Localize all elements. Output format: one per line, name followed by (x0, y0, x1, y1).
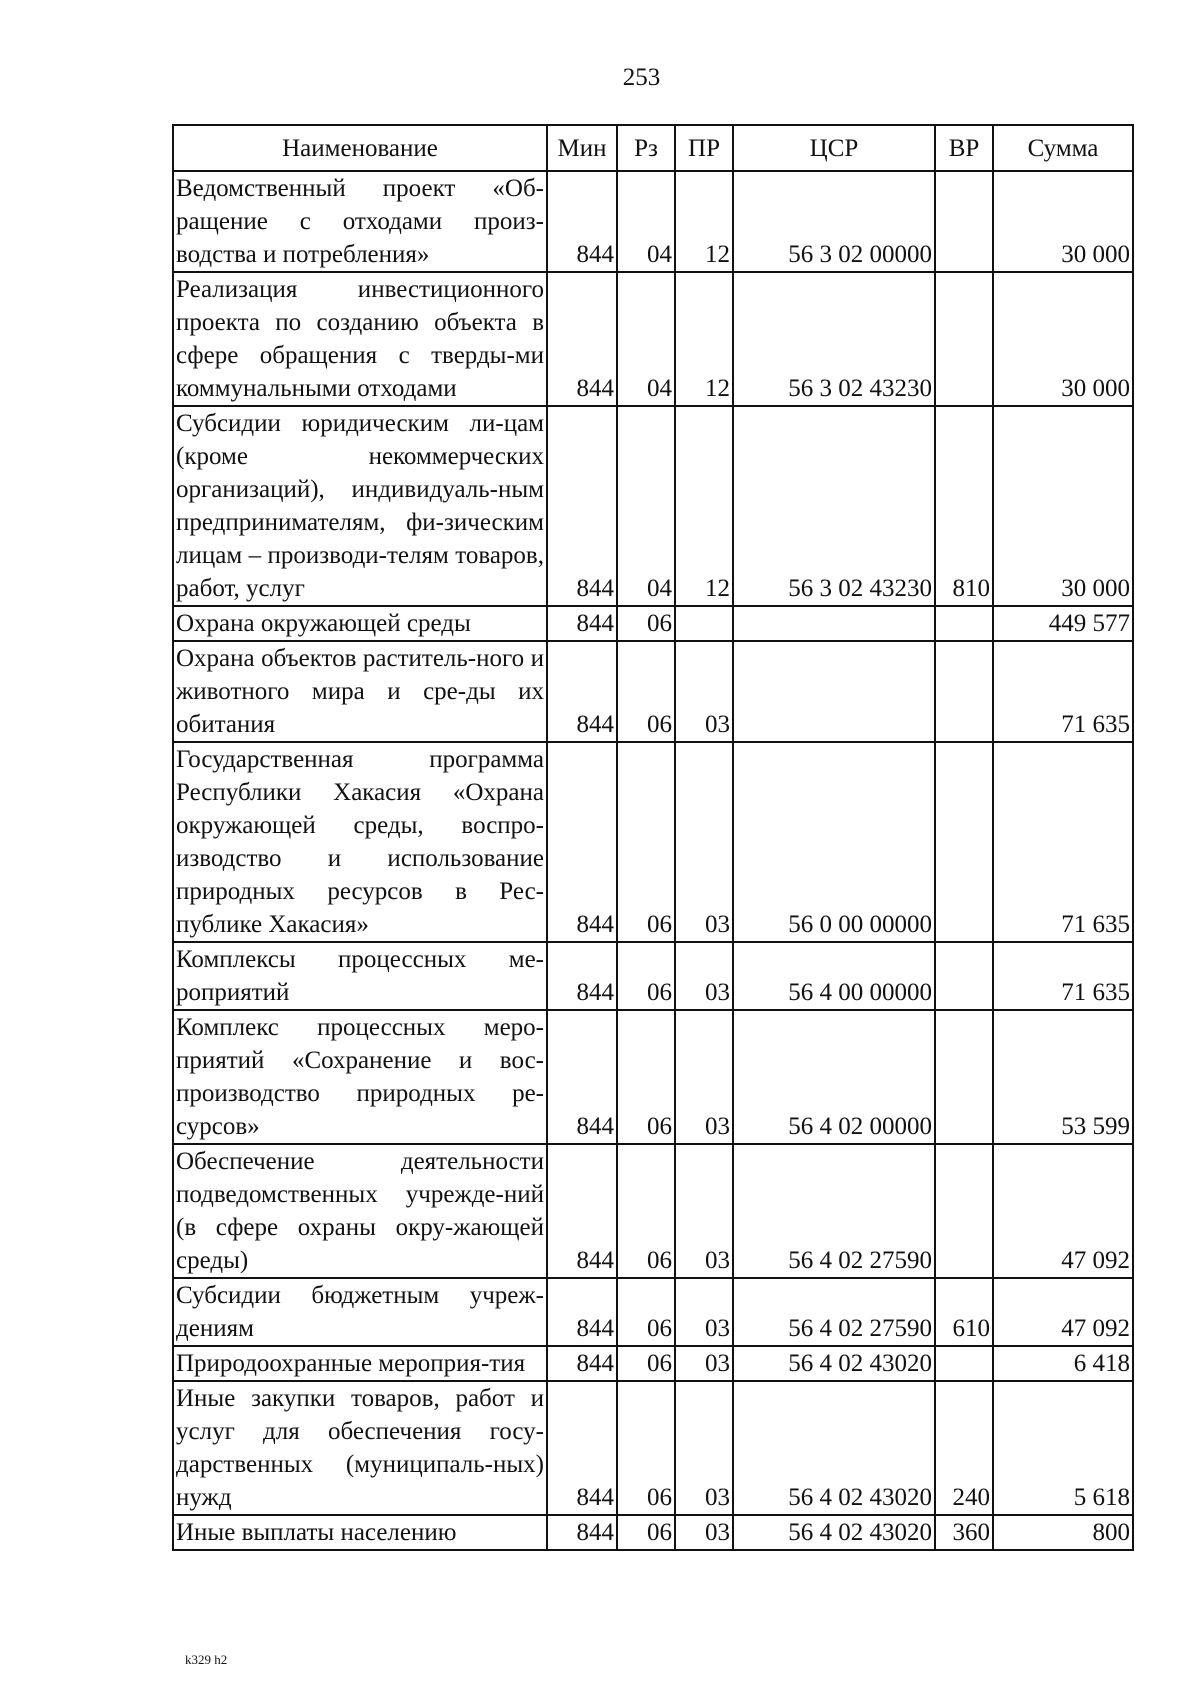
table-row (173, 942, 1133, 1010)
cell-csr: 56 3 02 00000 (733, 171, 935, 272)
cell-vr (935, 942, 993, 1010)
table-row (173, 1144, 1133, 1278)
table-body (173, 171, 1133, 1550)
cell-pr: 03 (675, 1381, 733, 1515)
cell-pr: 03 (675, 1144, 733, 1278)
cell-pr: 12 (675, 171, 733, 272)
cell-rz: 06 (617, 1515, 675, 1550)
cell-rz: 04 (617, 272, 675, 406)
cell-name: Иные закупки товаров, работ и услуг для обеспечения госу-дарственных (муниципаль-ных) нужд (173, 1381, 547, 1515)
cell-pr: 03 (675, 942, 733, 1010)
cell-min: 844 (547, 406, 617, 606)
table-row (173, 272, 1133, 406)
cell-csr: 56 3 02 43230 (733, 406, 935, 606)
cell-csr: 56 4 02 27590 (733, 1278, 935, 1346)
cell-pr: 12 (675, 406, 733, 606)
cell-csr: 56 4 00 00000 (733, 942, 935, 1010)
cell-min: 844 (547, 171, 617, 272)
cell-csr: 56 4 02 43020 (733, 1381, 935, 1515)
cell-csr: 56 4 02 43020 (733, 1515, 935, 1550)
cell-csr: 56 3 02 43230 (733, 272, 935, 406)
table-row (173, 641, 1133, 742)
cell-min: 844 (547, 606, 617, 641)
cell-min: 844 (547, 272, 617, 406)
cell-min: 844 (547, 1144, 617, 1278)
cell-rz: 06 (617, 641, 675, 742)
cell-vr: 810 (935, 406, 993, 606)
cell-min: 844 (547, 641, 617, 742)
cell-rz: 06 (617, 1381, 675, 1515)
cell-vr (935, 171, 993, 272)
cell-name: Ведомственный проект «Об-ращение с отходами произ-водства и потребления» (173, 171, 547, 272)
cell-vr: 240 (935, 1381, 993, 1515)
cell-csr: 56 4 02 43020 (733, 1346, 935, 1381)
cell-sum: 800 (993, 1515, 1133, 1550)
cell-name: Комплекс процессных меро-приятий «Сохранение и вос-производство природных ре-сурсов» (173, 1010, 547, 1144)
cell-pr: 03 (675, 1010, 733, 1144)
cell-vr (935, 1144, 993, 1278)
cell-min: 844 (547, 1346, 617, 1381)
cell-vr (935, 1010, 993, 1144)
cell-rz: 06 (617, 742, 675, 942)
cell-name: Охрана окружающей среды (173, 606, 547, 641)
cell-sum: 47 092 (993, 1144, 1133, 1278)
cell-pr: 03 (675, 742, 733, 942)
cell-name: Комплексы процессных ме-роприятий (173, 942, 547, 1010)
cell-vr (935, 742, 993, 942)
table-row (173, 1278, 1133, 1346)
cell-pr: 03 (675, 1346, 733, 1381)
cell-name: Субсидии юридическим ли-цам (кроме некоммерческих организаций), индивидуаль-ным предпринимателям, фи-зическим лицам – производи-телям товаров, работ, услуг (173, 406, 547, 606)
cell-rz: 06 (617, 1010, 675, 1144)
cell-sum: 71 635 (993, 641, 1133, 742)
header-min: Мин (547, 125, 617, 171)
cell-name: Субсидии бюджетным учреж-дениям (173, 1278, 547, 1346)
header-csr: ЦСР (733, 125, 935, 171)
cell-pr: 12 (675, 272, 733, 406)
header-sum: Сумма (993, 125, 1133, 171)
table-row (173, 406, 1133, 606)
cell-pr (675, 606, 733, 641)
cell-name: Иные выплаты населению (173, 1515, 547, 1550)
cell-name: Государственная программа Республики Хакасия «Охрана окружающей среды, воспро-изводство и использование природных ресурсов в Рес-публике Хакасия» (173, 742, 547, 942)
cell-name: Природоохранные мероприя-тия (173, 1346, 547, 1381)
cell-min: 844 (547, 1010, 617, 1144)
cell-rz: 04 (617, 406, 675, 606)
cell-pr: 03 (675, 1278, 733, 1346)
cell-vr (935, 1346, 993, 1381)
cell-vr (935, 641, 993, 742)
cell-sum: 71 635 (993, 742, 1133, 942)
cell-csr: 56 4 02 27590 (733, 1144, 935, 1278)
cell-name: Обеспечение деятельности подведомственных учрежде-ний (в сфере охраны окру-жающей среды) (173, 1144, 547, 1278)
footer-code: k329 h2 (185, 1652, 228, 1667)
cell-name: Реализация инвестиционного проекта по созданию объекта в сфере обращения с тверды-ми коммунальными отходами (173, 272, 547, 406)
cell-sum: 53 599 (993, 1010, 1133, 1144)
cell-min: 844 (547, 742, 617, 942)
header-pr: ПР (675, 125, 733, 171)
table-row (173, 742, 1133, 942)
cell-sum: 30 000 (993, 171, 1133, 272)
cell-rz: 04 (617, 171, 675, 272)
cell-vr (935, 272, 993, 406)
cell-pr: 03 (675, 1515, 733, 1550)
table-row (173, 606, 1133, 641)
header-vr: ВР (935, 125, 993, 171)
cell-rz: 06 (617, 942, 675, 1010)
cell-sum: 30 000 (993, 406, 1133, 606)
header-rz: Рз (617, 125, 675, 171)
cell-sum: 449 577 (993, 606, 1133, 641)
cell-csr: 56 4 02 00000 (733, 1010, 935, 1144)
cell-sum: 47 092 (993, 1278, 1133, 1346)
cell-vr (935, 606, 993, 641)
page-number: 253 (622, 64, 661, 91)
cell-min: 844 (547, 1381, 617, 1515)
table-header-row (173, 125, 1133, 171)
table-row (173, 1346, 1133, 1381)
cell-sum: 71 635 (993, 942, 1133, 1010)
table-row (173, 1381, 1133, 1515)
cell-name: Охрана объектов раститель-ного и животного мира и сре-ды их обитания (173, 641, 547, 742)
cell-sum: 6 418 (993, 1346, 1133, 1381)
cell-rz: 06 (617, 1278, 675, 1346)
cell-csr: 56 0 00 00000 (733, 742, 935, 942)
cell-min: 844 (547, 942, 617, 1010)
table-row (173, 1010, 1133, 1144)
cell-csr (733, 641, 935, 742)
cell-csr (733, 606, 935, 641)
header-name: Наименование (173, 125, 547, 171)
table-row (173, 1515, 1133, 1550)
cell-rz: 06 (617, 606, 675, 641)
cell-rz: 06 (617, 1346, 675, 1381)
cell-pr: 03 (675, 641, 733, 742)
cell-vr: 360 (935, 1515, 993, 1550)
cell-rz: 06 (617, 1144, 675, 1278)
cell-vr: 610 (935, 1278, 993, 1346)
table-row (173, 171, 1133, 272)
budget-table (172, 124, 1134, 1551)
cell-min: 844 (547, 1515, 617, 1550)
cell-sum: 5 618 (993, 1381, 1133, 1515)
cell-sum: 30 000 (993, 272, 1133, 406)
cell-min: 844 (547, 1278, 617, 1346)
